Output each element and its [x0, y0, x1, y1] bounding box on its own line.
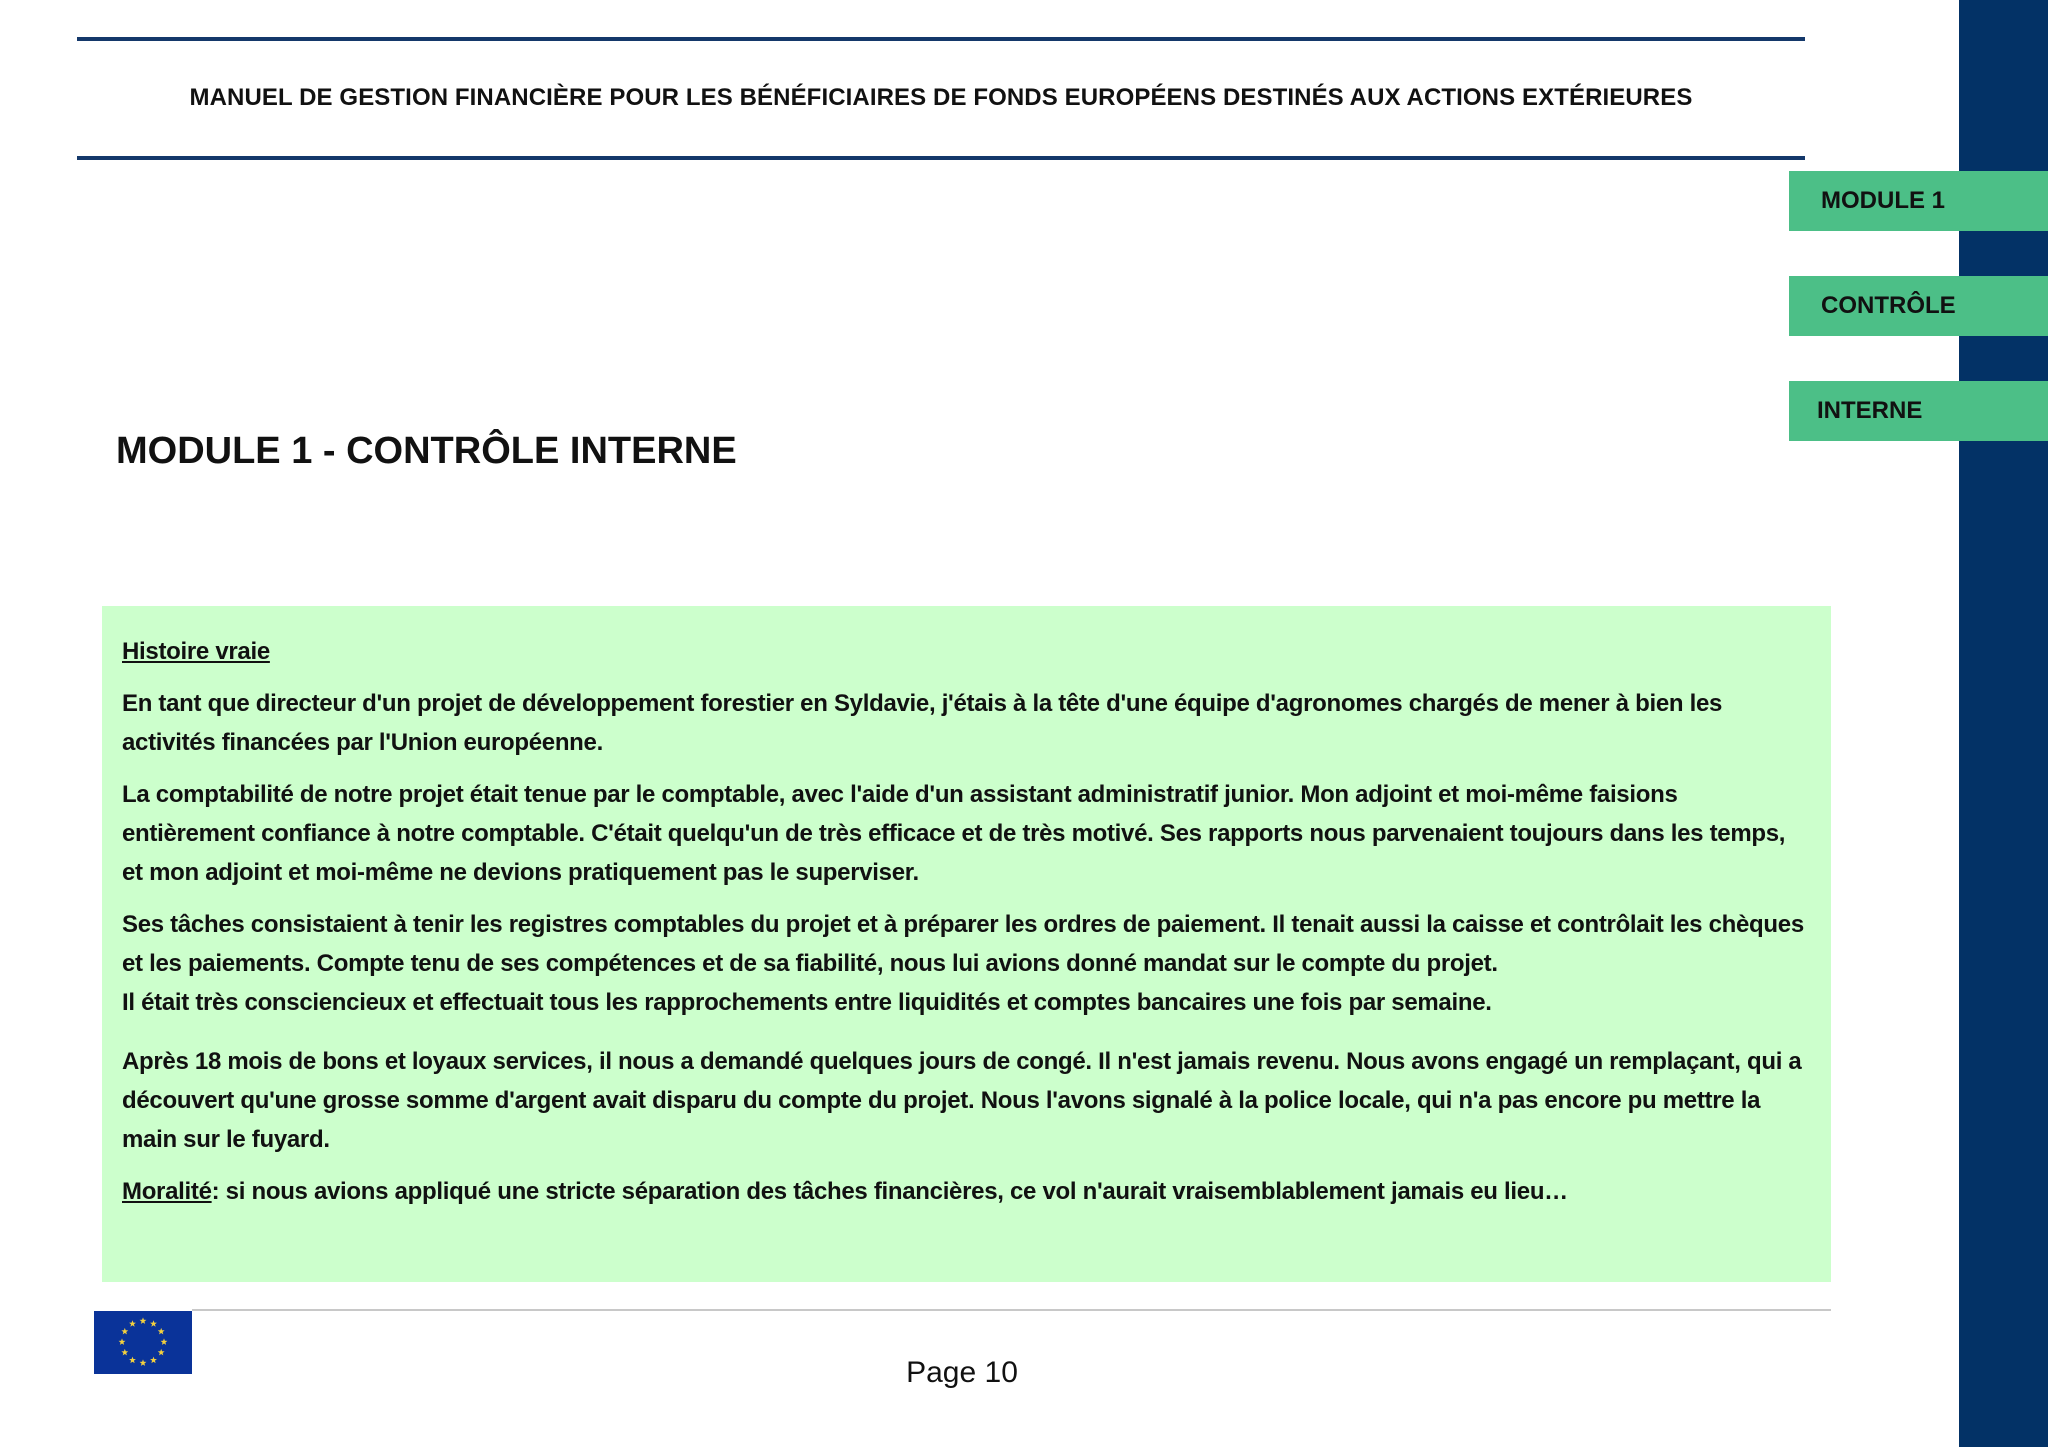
tab-interne[interactable]: INTERNE	[1789, 381, 2048, 441]
story-paragraph: Après 18 mois de bons et loyaux services, il nous a demandé quelques jours de congé. Il n'est jamais revenu. Nous avons engagé un remplaçant, qui a découvert qu'une grosse somme d'argent avait disparu du compte du projet. Nous l'avons signalé à la police locale, qui n'a pas encore pu mettre la main sur le fuyard.	[122, 1048, 1802, 1153]
story-paragraph: Il était très consciencieux et effectuait tous les rapprochements entre liquidités et comptes bancaires une fois par semaine.	[122, 989, 1492, 1016]
moral-text: : si nous avions appliqué une stricte séparation des tâches financières, ce vol n'aurait vraisemblablement jamais eu lieu…	[211, 1178, 1568, 1205]
header-bottom-rule	[77, 156, 1805, 160]
story-moral	[122, 1172, 1811, 1211]
story-paragraph: Ses tâches consistaient à tenir les registres comptables du projet et à préparer les ordres de paiement. Il tenait aussi la caisse et contrôlait les chèques et les paiements. Compte tenu de ses compétences et de sa fiabilité, nous lui avions donné mandat sur le compte du projet.	[122, 911, 1804, 977]
story-paragraph: La comptabilité de notre projet était tenue par le comptable, avec l'aide d'un assistant administratif junior. Mon adjoint et moi-même faisions entièrement confiance à notre comptable. C'était quelqu'un de très efficace et de très motivé. Ses rapports nous parvenaient toujours dans les temps, et mon adjoint et moi-même ne devions pratiquement pas le superviser.	[122, 781, 1786, 886]
eu-star-icon	[158, 1328, 165, 1335]
document-header: MANUEL DE GESTION FINANCIÈRE POUR LES BÉNÉFICIAIRES DE FONDS EUROPÉENS DESTINÉS AUX ACTIONS EXTÉRIEURES	[189, 84, 1693, 111]
eu-star-icon	[150, 1320, 157, 1327]
eu-star-icon	[121, 1349, 128, 1356]
eu-star-icon	[158, 1349, 165, 1356]
eu-star-icon	[161, 1338, 168, 1345]
story-heading: Histoire vraie	[122, 638, 270, 665]
eu-star-icon	[119, 1338, 126, 1345]
footer-rule	[192, 1309, 1831, 1311]
eu-star-icon	[121, 1328, 128, 1335]
story-box	[102, 606, 1831, 1282]
story-paragraph: En tant que directeur d'un projet de développement forestier en Syldavie, j'étais à la tête d'une équipe d'agronomes chargés de mener à bien les activités financées par l'Union européenne.	[122, 690, 1723, 756]
eu-star-icon	[150, 1357, 157, 1364]
page-title: MODULE 1 - CONTRÔLE INTERNE	[116, 430, 737, 472]
eu-star-icon	[129, 1357, 136, 1364]
page-number: Page 10	[906, 1356, 1018, 1389]
eu-star-icon	[129, 1320, 136, 1327]
eu-star-icon	[140, 1359, 147, 1366]
tab-controle[interactable]: CONTRÔLE	[1789, 276, 2048, 336]
eu-star-icon	[140, 1317, 147, 1324]
eu-flag-icon	[94, 1311, 192, 1374]
header-top-rule	[77, 37, 1805, 41]
moral-label: Moralité	[122, 1178, 212, 1205]
tab-module-1[interactable]: MODULE 1	[1789, 171, 2048, 231]
